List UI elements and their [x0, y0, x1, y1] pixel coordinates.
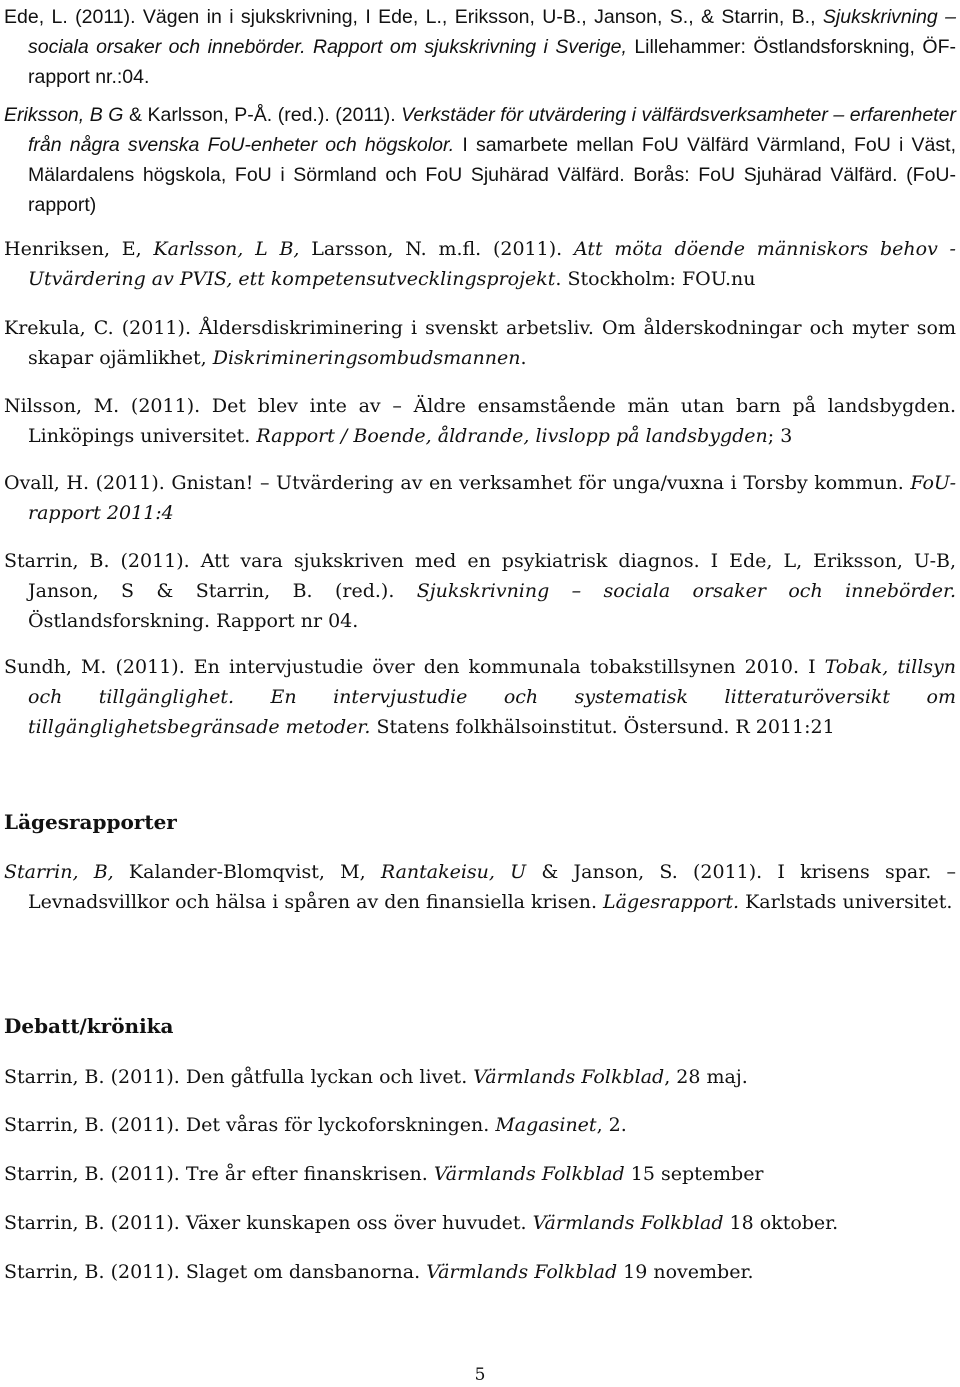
reference-debatt-4 — [4, 1208, 956, 1238]
reference-debatt-5 — [4, 1257, 956, 1287]
italic-text: Värmlands Folkblad — [426, 1261, 618, 1283]
reference-ede — [4, 2, 956, 92]
reference-text: Kalander-Blomqvist, M, — [113, 861, 381, 883]
section-heading-debatt-kronika: Debatt/krönika — [4, 1014, 174, 1038]
italic-text: Att möta döende människors behov - Utvärdering av PVIS, ett kompetensutvecklingsprojekt — [28, 238, 956, 290]
reference-krekula — [4, 313, 956, 373]
reference-text: Starrin, B. (2011). Tre år efter finanskrisen. — [4, 1163, 434, 1185]
reference-text: Krekula, C. (2011). Åldersdiskriminering i svenskt arbetsliv. Om ålderskodningar och myter som skapar ojämlikhet, — [4, 317, 956, 369]
reference-debatt-2 — [4, 1110, 956, 1140]
reference-debatt-1 — [4, 1062, 956, 1092]
section-heading-lagesrapporter: Lägesrapporter — [4, 810, 177, 834]
italic-text: Värmlands Folkblad — [473, 1066, 665, 1088]
reference-ovall — [4, 468, 956, 528]
reference-text: Starrin, B. (2011). Slaget om dansbanorna. — [4, 1261, 427, 1283]
italic-text: Rantakeisu, U — [380, 861, 527, 883]
reference-text: Larsson, N. m.fl. (2011). — [299, 238, 574, 260]
italic-text: Sjukskrivning – sociala orsaker och innebörder. Rapport om sjukskrivning i Sverige, — [28, 6, 956, 58]
italic-text: Värmlands Folkblad — [433, 1163, 625, 1185]
reference-henriksen — [4, 234, 956, 294]
reference-text: Statens folkhälsoinstitut. Östersund. R 2011:21 — [370, 716, 835, 738]
italic-text: Rapport / Boende, åldrande, livslopp på landsbygden — [256, 425, 768, 447]
reference-text: Karlstads universitet. — [739, 891, 953, 913]
reference-debatt-3 — [4, 1159, 956, 1189]
reference-text: & Janson, S. (2011). I krisens spar. – Levnadsvillkor och hälsa i spåren av den finansiella krisen. — [28, 861, 956, 913]
reference-text: Nilsson, M. (2011). Det blev inte av – Äldre ensamstående män utan barn på landsbygden. Linköpings universitet. — [4, 395, 956, 447]
page-number: 5 — [474, 1365, 486, 1385]
reference-text: Ede, L. (2011). Vägen in i sjukskrivning, I Ede, L., Eriksson, U-B., Janson, S., & Starrin, B., — [4, 6, 823, 28]
reference-text: . Stockholm: FOU.nu — [555, 268, 756, 290]
reference-nilsson — [4, 391, 956, 451]
reference-text: Östlandsforskning. Rapport nr 04. — [28, 610, 359, 632]
reference-text: Sundh, M. (2011). En intervjustudie över den kommunala tobakstillsynen 2010. I — [4, 656, 825, 678]
reference-text: I samarbete mellan FoU Välfärd Värmland, FoU i Väst, Mälardalens högskola, FoU i Sörmland och FoU Sjuhärad Välfärd. Borås: FoU Sjuhärad Välfärd. (FoU-rapport) — [28, 134, 956, 216]
italic-text: Värmlands Folkblad — [532, 1212, 724, 1234]
italic-text: Karlsson, L B, — [153, 238, 300, 260]
reference-text: Starrin, B. (2011). Växer kunskapen oss över huvudet. — [4, 1212, 533, 1234]
reference-text: 15 september — [624, 1163, 764, 1185]
italic-text: Sjukskrivning – sociala orsaker och innebörder. — [416, 580, 956, 602]
reference-text: 18 oktober. — [723, 1212, 839, 1234]
italic-text: Lägesrapport. — [603, 891, 740, 913]
italic-text: Eriksson, B G — [4, 104, 124, 126]
italic-text: Tobak, tillsyn och tillgänglighet. En intervjustudie och systematisk litteraturöversikt om tillgänglighetsbegränsade metoder. — [28, 656, 956, 738]
reference-text: Lillehammer: Östlandsforskning, ÖF-rapport nr.:04. — [28, 36, 956, 88]
reference-text: & Karlsson, P-Å. (red.). (2011). — [123, 104, 402, 126]
reference-starrin-psykiatrisk — [4, 546, 956, 636]
reference-text: . — [520, 347, 527, 369]
italic-text: Magasinet — [495, 1114, 597, 1136]
italic-text: Verkstäder för utvärdering i välfärdsverksamheter – erfarenheter från några svenska FoU-enheter och högskolor. — [28, 104, 956, 156]
reference-text: , 2. — [596, 1114, 627, 1136]
reference-text: ; 3 — [767, 425, 793, 447]
italic-text: Starrin, B, — [4, 861, 114, 883]
reference-text: 19 november. — [617, 1261, 754, 1283]
reference-text: Starrin, B. (2011). Den gåtfulla lyckan och livet. — [4, 1066, 474, 1088]
reference-sundh — [4, 652, 956, 742]
italic-text: FoU-rapport 2011:4 — [28, 472, 956, 524]
reference-text: Ovall, H. (2011). Gnistan! – Utvärdering av en verksamhet för unga/vuxna i Torsby kommun. — [4, 472, 911, 494]
reference-text: Henriksen, E, — [4, 238, 154, 260]
reference-eriksson — [4, 100, 956, 220]
reference-starrin-krisens-spar — [4, 857, 956, 917]
reference-text: Starrin, B. (2011). Det våras för lyckoforskningen. — [4, 1114, 496, 1136]
reference-text: Starrin, B. (2011). Att vara sjukskriven med en psykiatrisk diagnos. I Ede, L, Eriksson, U-B, Janson, S & Starrin, B. (red.). — [4, 550, 956, 602]
reference-text: , 28 maj. — [664, 1066, 748, 1088]
italic-text: Diskrimineringsombudsmannen — [212, 347, 521, 369]
